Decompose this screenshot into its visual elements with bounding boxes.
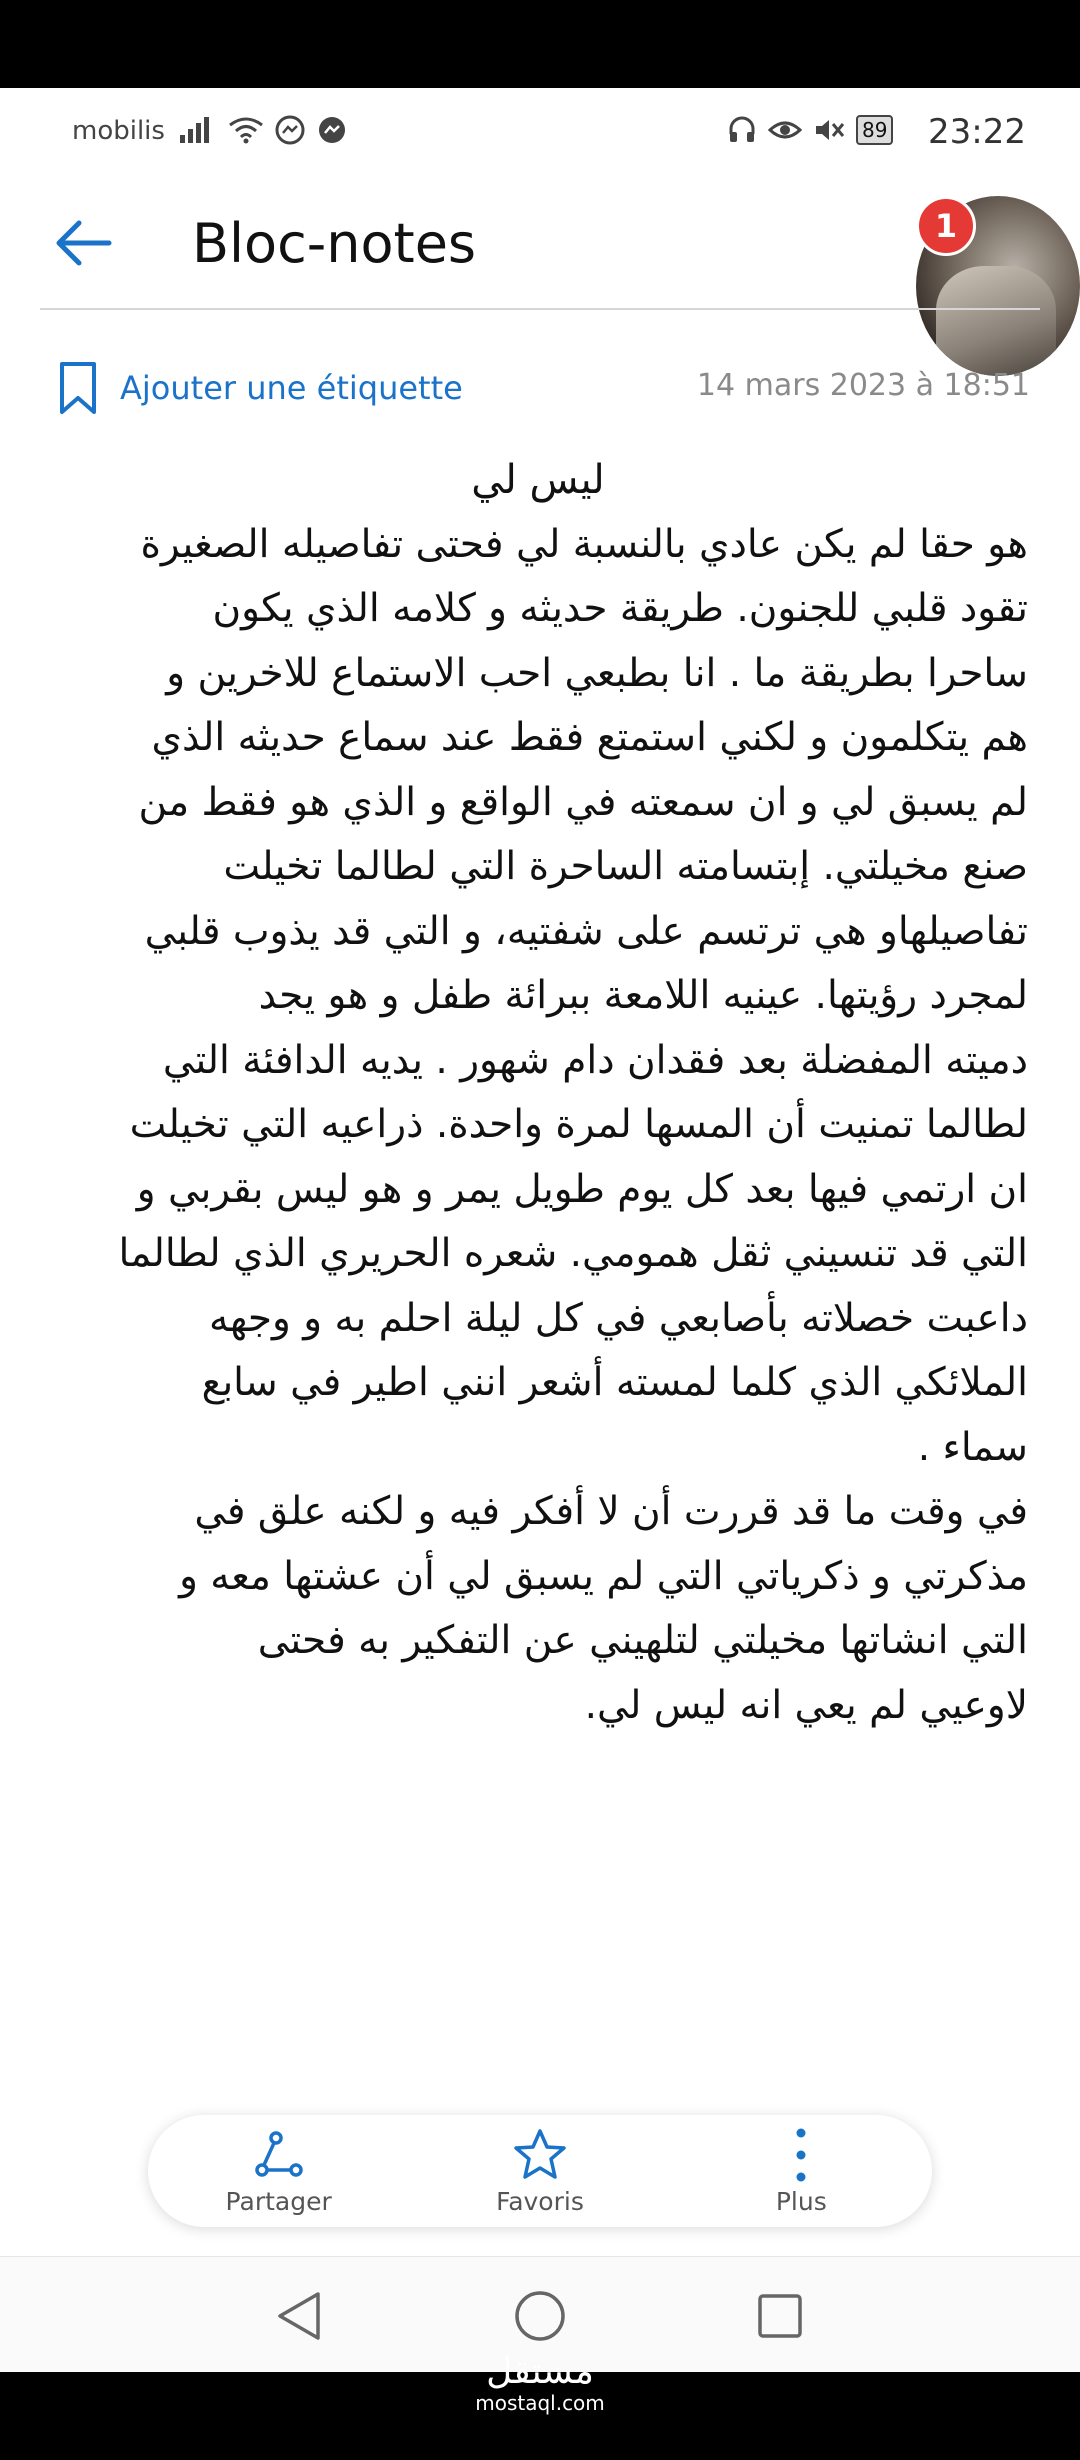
note-date: 14 mars 2023 à 18:51 xyxy=(696,368,1030,403)
note-line: تقود قلبي للجنون. طريقة حديثه و كلامه الذي يكون xyxy=(212,586,1028,631)
status-icons-left xyxy=(178,110,348,150)
headset-icon xyxy=(726,114,758,146)
note-line: سماء . xyxy=(917,1424,1028,1470)
add-tag-label: Ajouter une étiquette xyxy=(120,369,463,407)
nav-home-button[interactable] xyxy=(505,2281,575,2351)
status-bar xyxy=(0,88,1080,178)
note-line: لطالما تمنيت أن المسها لمرة واحدة. ذراعيه التي تخيلت xyxy=(129,1102,1028,1147)
bookmark-icon xyxy=(56,360,100,416)
note-body[interactable] xyxy=(48,448,1028,1738)
note-line: التي انشاتها مخيلتي لتلهيني عن التفكير به فحتى xyxy=(257,1618,1028,1663)
nav-back-button[interactable] xyxy=(264,2281,334,2351)
arrow-left-icon xyxy=(53,218,113,268)
notification-badge: 1 xyxy=(916,196,976,256)
more-label: Plus xyxy=(775,2186,827,2216)
bottom-toolbar xyxy=(148,2115,932,2227)
nav-recents-button[interactable] xyxy=(745,2281,815,2351)
watermark-arabic: مستقل xyxy=(486,2351,594,2392)
circle-home-icon xyxy=(512,2288,568,2344)
add-tag-button[interactable] xyxy=(56,356,463,420)
note-line: هو حقا لم يكن عادي بالنسبة لي فحتى تفاصيله الصغيرة xyxy=(140,521,1028,567)
square-recents-icon xyxy=(755,2291,805,2341)
mute-icon xyxy=(812,114,846,146)
note-line: الملائكي الذي كلما لمسته أشعر انني اطير في سابع xyxy=(201,1360,1028,1405)
top-bezel xyxy=(0,0,1080,88)
more-vertical-icon xyxy=(791,2127,811,2183)
note-line: هم يتكلمون و لكني استمتع فقط عند سماع حديثه الذي xyxy=(151,715,1028,760)
share-button[interactable] xyxy=(179,2127,379,2216)
note-line: لم يسبق لي و ان سمعته في الواقع و الذي هو فقط من xyxy=(138,779,1028,825)
share-icon xyxy=(254,2130,304,2180)
header-divider xyxy=(40,308,1040,310)
back-button[interactable] xyxy=(48,208,118,278)
note-line: لمجرد رؤيتها. عينيه اللامعة ببرائة طفل و هو يجد xyxy=(258,973,1028,1018)
note-line: ساحرا بطريقة ما . انا بطبعي احب الاستماع للاخرين و xyxy=(166,650,1028,696)
favorites-label: Favoris xyxy=(496,2186,584,2216)
messenger-icon xyxy=(274,114,306,146)
battery-indicator: 89 xyxy=(856,115,893,145)
eye-icon xyxy=(768,114,802,146)
note-line: دميته المفضلة بعد فقدان دام شهور . يديه الدافئة التي xyxy=(162,1037,1028,1083)
messenger-filled-icon xyxy=(316,114,348,146)
note-line: تفاصيلهاو هي ترتسم على شفتيه، و التي قد يذوب قلبي xyxy=(144,908,1028,954)
avatar-figure xyxy=(936,266,1056,376)
watermark-latin: mostaql.com xyxy=(475,2391,605,2415)
note-title: ليس لي xyxy=(471,457,605,503)
note-line: ان ارتمي فيها بعد كل يوم طويل يمر و هو ليس بقربي و xyxy=(136,1166,1028,1212)
note-line: داعبت خصلاته بأصابعي في كل ليلة احلم به و وجهه xyxy=(209,1295,1028,1341)
note-line: التي قد تنسيني ثقل همومي. شعره الحريري الذي لطالما xyxy=(118,1231,1028,1276)
app-title: Bloc-notes xyxy=(192,212,477,275)
favorites-button[interactable] xyxy=(440,2127,640,2216)
triangle-back-icon xyxy=(274,2289,324,2343)
status-clock: 23:22 xyxy=(928,112,1026,152)
share-label: Partager xyxy=(225,2186,332,2216)
note-line: في وقت ما قد قررت أن لا أفكر فيه و لكنه علق في xyxy=(194,1489,1028,1534)
watermark-logo xyxy=(470,2352,610,2414)
carrier-name: mobilis xyxy=(72,116,165,146)
note-line: لاوعيي لم يعي انه ليس لي. xyxy=(584,1682,1028,1728)
note-line: صنع مخيلتي. إبتسامته الساحرة التي لطالما تخيلت xyxy=(223,844,1028,889)
wifi-icon xyxy=(228,115,264,145)
more-button[interactable] xyxy=(701,2127,901,2216)
status-icons-right xyxy=(726,110,893,150)
star-icon xyxy=(512,2128,568,2182)
signal-icon xyxy=(178,115,218,145)
note-line: مذكرتي و ذكرياتي التي لم يسبق لي أن عشتها معه و xyxy=(179,1553,1028,1599)
